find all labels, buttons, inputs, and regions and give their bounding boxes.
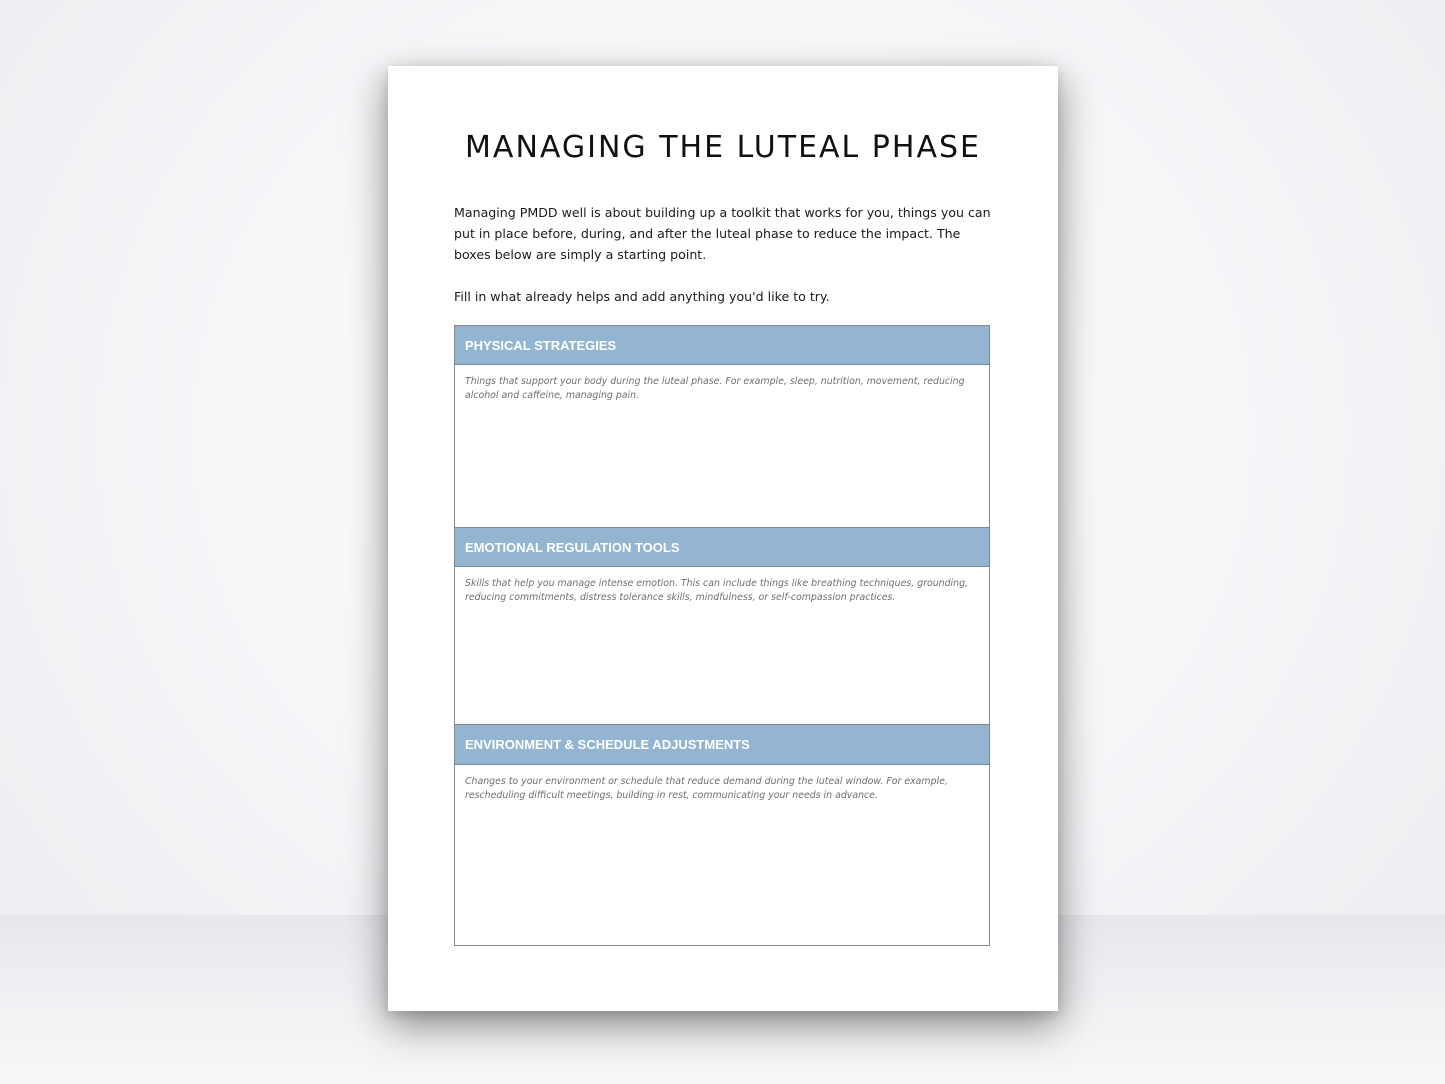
emotional-regulation-box[interactable] (455, 567, 989, 725)
section-heading: ENVIRONMENT & SCHEDULE ADJUSTMENTS (465, 737, 750, 752)
physical-strategies-box[interactable] (455, 365, 989, 528)
section-prompt: Skills that help you manage intense emotion. This can include things like breathing techniques, grounding, reducing commitments, distress tolerance skills, mindfulness, or self-compassion practices. (465, 578, 969, 603)
worksheet-page (388, 66, 1058, 1011)
environment-schedule-header (455, 725, 989, 765)
instruction-text: Fill in what already helps and add anything you'd like to try. (454, 289, 830, 304)
emotional-regulation-header (455, 528, 989, 567)
section-prompt: Things that support your body during the luteal phase. For example, sleep, nutrition, movement, reducing alcohol and caffeine, managing pain. (465, 376, 965, 401)
section-heading: PHYSICAL STRATEGIES (465, 337, 617, 353)
section-prompt: Changes to your environment or schedule that reduce demand during the luteal window. For example, rescheduling difficult meetings, building in rest, communicating your needs in advance. (465, 776, 948, 801)
section-heading: EMOTIONAL REGULATION TOOLS (465, 539, 680, 555)
intro-paragraph: Managing PMDD well is about building up a toolkit that works for you, things you can put in place before, during, and after the luteal phase to reduce the impact. The boxes below are simply a starting point. (454, 205, 991, 262)
strategy-table (454, 325, 990, 946)
page-title: MANAGING THE LUTEAL PHASE (465, 130, 981, 165)
environment-schedule-box[interactable] (455, 765, 989, 945)
physical-strategies-header (455, 326, 989, 365)
